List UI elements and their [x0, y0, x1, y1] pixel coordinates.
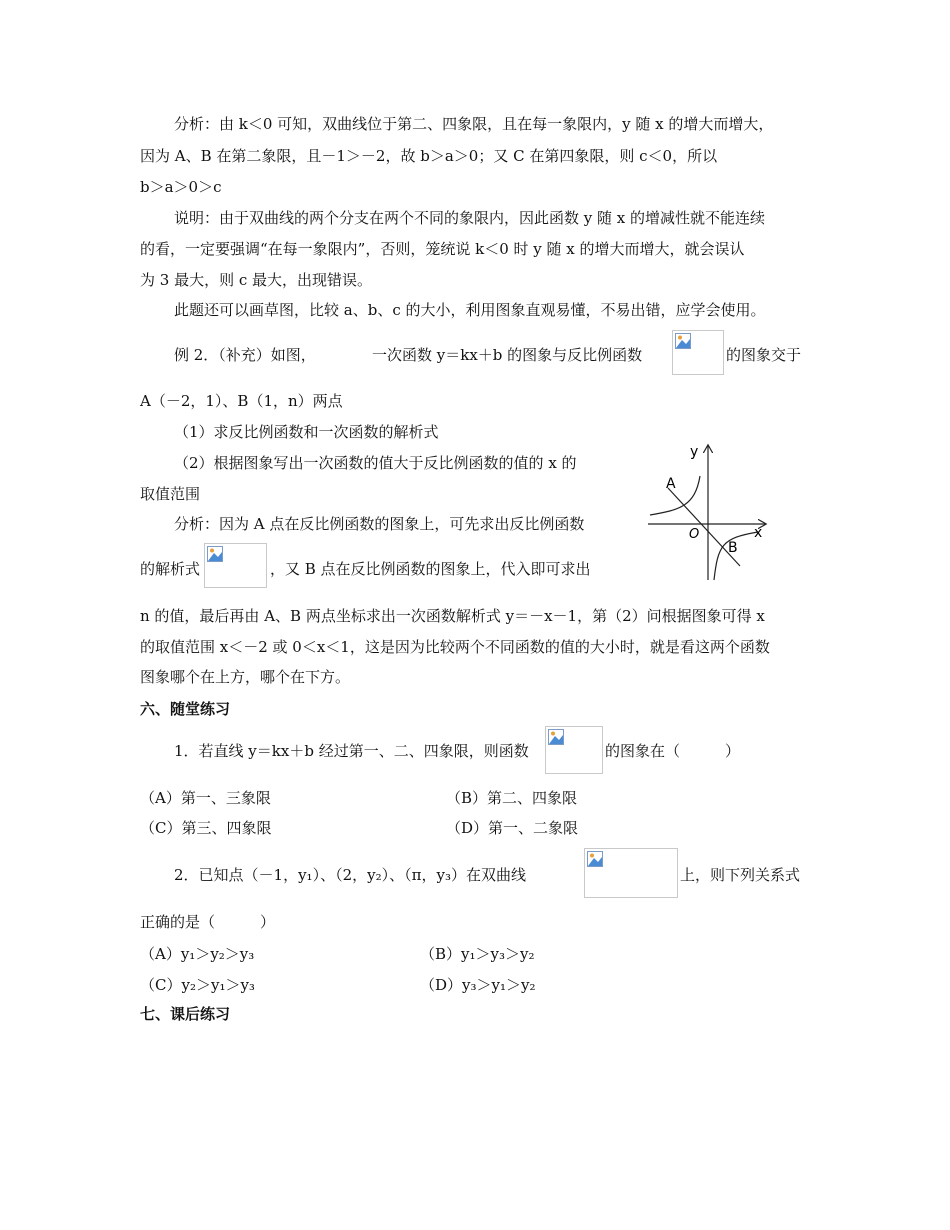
y-axis-label: y: [690, 444, 699, 460]
formula-image-placeholder: [584, 848, 678, 898]
exercise1-question-b: 的图象在（ ）: [605, 742, 741, 760]
section-7-heading: 七、课后练习: [140, 1005, 231, 1023]
note-line-2: 的看，一定要强调“在每一象限内”，否则，笼统说 k＜0 时 y 随 x 的增大而增大，就会误认: [140, 240, 745, 258]
example2-question-2-cont: 取值范围: [140, 485, 201, 503]
example2-text-b: 的图象交于: [726, 346, 802, 364]
note-line-3: 为 3 最大，则 c 最大，出现错误。: [140, 271, 373, 289]
example2-question-1: （1）求反比例函数和一次函数的解析式: [174, 423, 439, 441]
broken-image-icon: [207, 546, 223, 562]
example2-analysis-1: 分析：因为 A 点在反比例函数的图象上，可先求出反比例函数: [174, 515, 585, 533]
example2-analysis-4: 的取值范围 x＜－2 或 0＜x＜1，这是因为比较两个不同函数的值的大小时，就是看这两个函数: [140, 638, 770, 656]
example2-analysis-3: n 的值，最后再由 A、B 两点坐标求出一次函数解析式 y＝－x－1，第（2）问根据图象可得 x: [140, 607, 765, 625]
point-a-label: A: [666, 476, 676, 492]
broken-image-icon: [587, 851, 603, 867]
point-b-label: B: [728, 540, 738, 556]
formula-image-placeholder: [545, 726, 603, 774]
broken-image-icon: [675, 333, 691, 349]
exercise2-option-a: （A）y₁＞y₂＞y₃: [140, 945, 255, 963]
exercise1-option-b: （B）第二、四象限: [446, 789, 578, 807]
analysis-line-1: 分析：由 k＜0 可知，双曲线位于第二、四象限，且在每一象限内，y 随 x 的增大而增大，: [174, 115, 774, 133]
exercise2-option-d: （D）y₃＞y₁＞y₂: [420, 976, 536, 994]
hyperbola-line-figure: [640, 440, 780, 585]
exercise2-option-c: （C）y₂＞y₁＞y₃: [140, 976, 255, 994]
exercise1-option-d: （D）第一、二象限: [446, 819, 579, 837]
example2-text-a: 一次函数 y＝kx＋b 的图象与反比例函数: [372, 346, 643, 364]
exercise1-question-a: 1．若直线 y＝kx＋b 经过第一、二、四象限，则函数: [174, 742, 529, 760]
example2-question-2: （2）根据图象写出一次函数的值大于反比例函数的值的 x 的: [174, 454, 577, 472]
formula-image-placeholder: [672, 330, 724, 375]
example2-analysis-2b: ，又 B 点在反比例函数的图象上，代入即可求出: [270, 560, 591, 578]
exercise2-question-b: 上，则下列关系式: [680, 866, 801, 884]
analysis-line-2: 因为 A、B 在第二象限，且－1＞－2，故 b＞a＞0；又 C 在第四象限，则 c＜0，所以: [140, 147, 718, 165]
analysis-line-3: b＞a＞0＞c: [140, 178, 222, 196]
example2-points: A（－2，1）、B（1，n）两点: [140, 392, 343, 410]
example2-heading: 例 2．（补充）如图，: [174, 346, 316, 364]
exercise1-option-a: （A）第一、三象限: [140, 789, 271, 807]
tip-line: 此题还可以画草图，比较 a、b、c 的大小，利用图象直观易懂，不易出错，应学会使用。: [174, 301, 766, 319]
x-axis-label: x: [754, 525, 763, 541]
exercise2-option-b: （B）y₁＞y₃＞y₂: [420, 945, 535, 963]
note-line-1: 说明：由于双曲线的两个分支在两个不同的象限内，因此函数 y 随 x 的增减性就不能连续: [174, 209, 766, 227]
exercise2-question-a: 2．已知点（－1，y₁）、（2，y₂）、（π，y₃）在双曲线: [174, 866, 526, 884]
example2-analysis-2a: 的解析式: [140, 560, 201, 578]
exercise2-question-cont: 正确的是（ ）: [140, 913, 276, 931]
origin-label: O: [689, 527, 700, 542]
exercise1-option-c: （C）第三、四象限: [140, 819, 272, 837]
example2-analysis-5: 图象哪个在上方，哪个在下方。: [140, 668, 351, 686]
section-6-heading: 六、随堂练习: [140, 700, 231, 718]
formula-image-placeholder: [204, 543, 267, 588]
broken-image-icon: [548, 729, 564, 745]
